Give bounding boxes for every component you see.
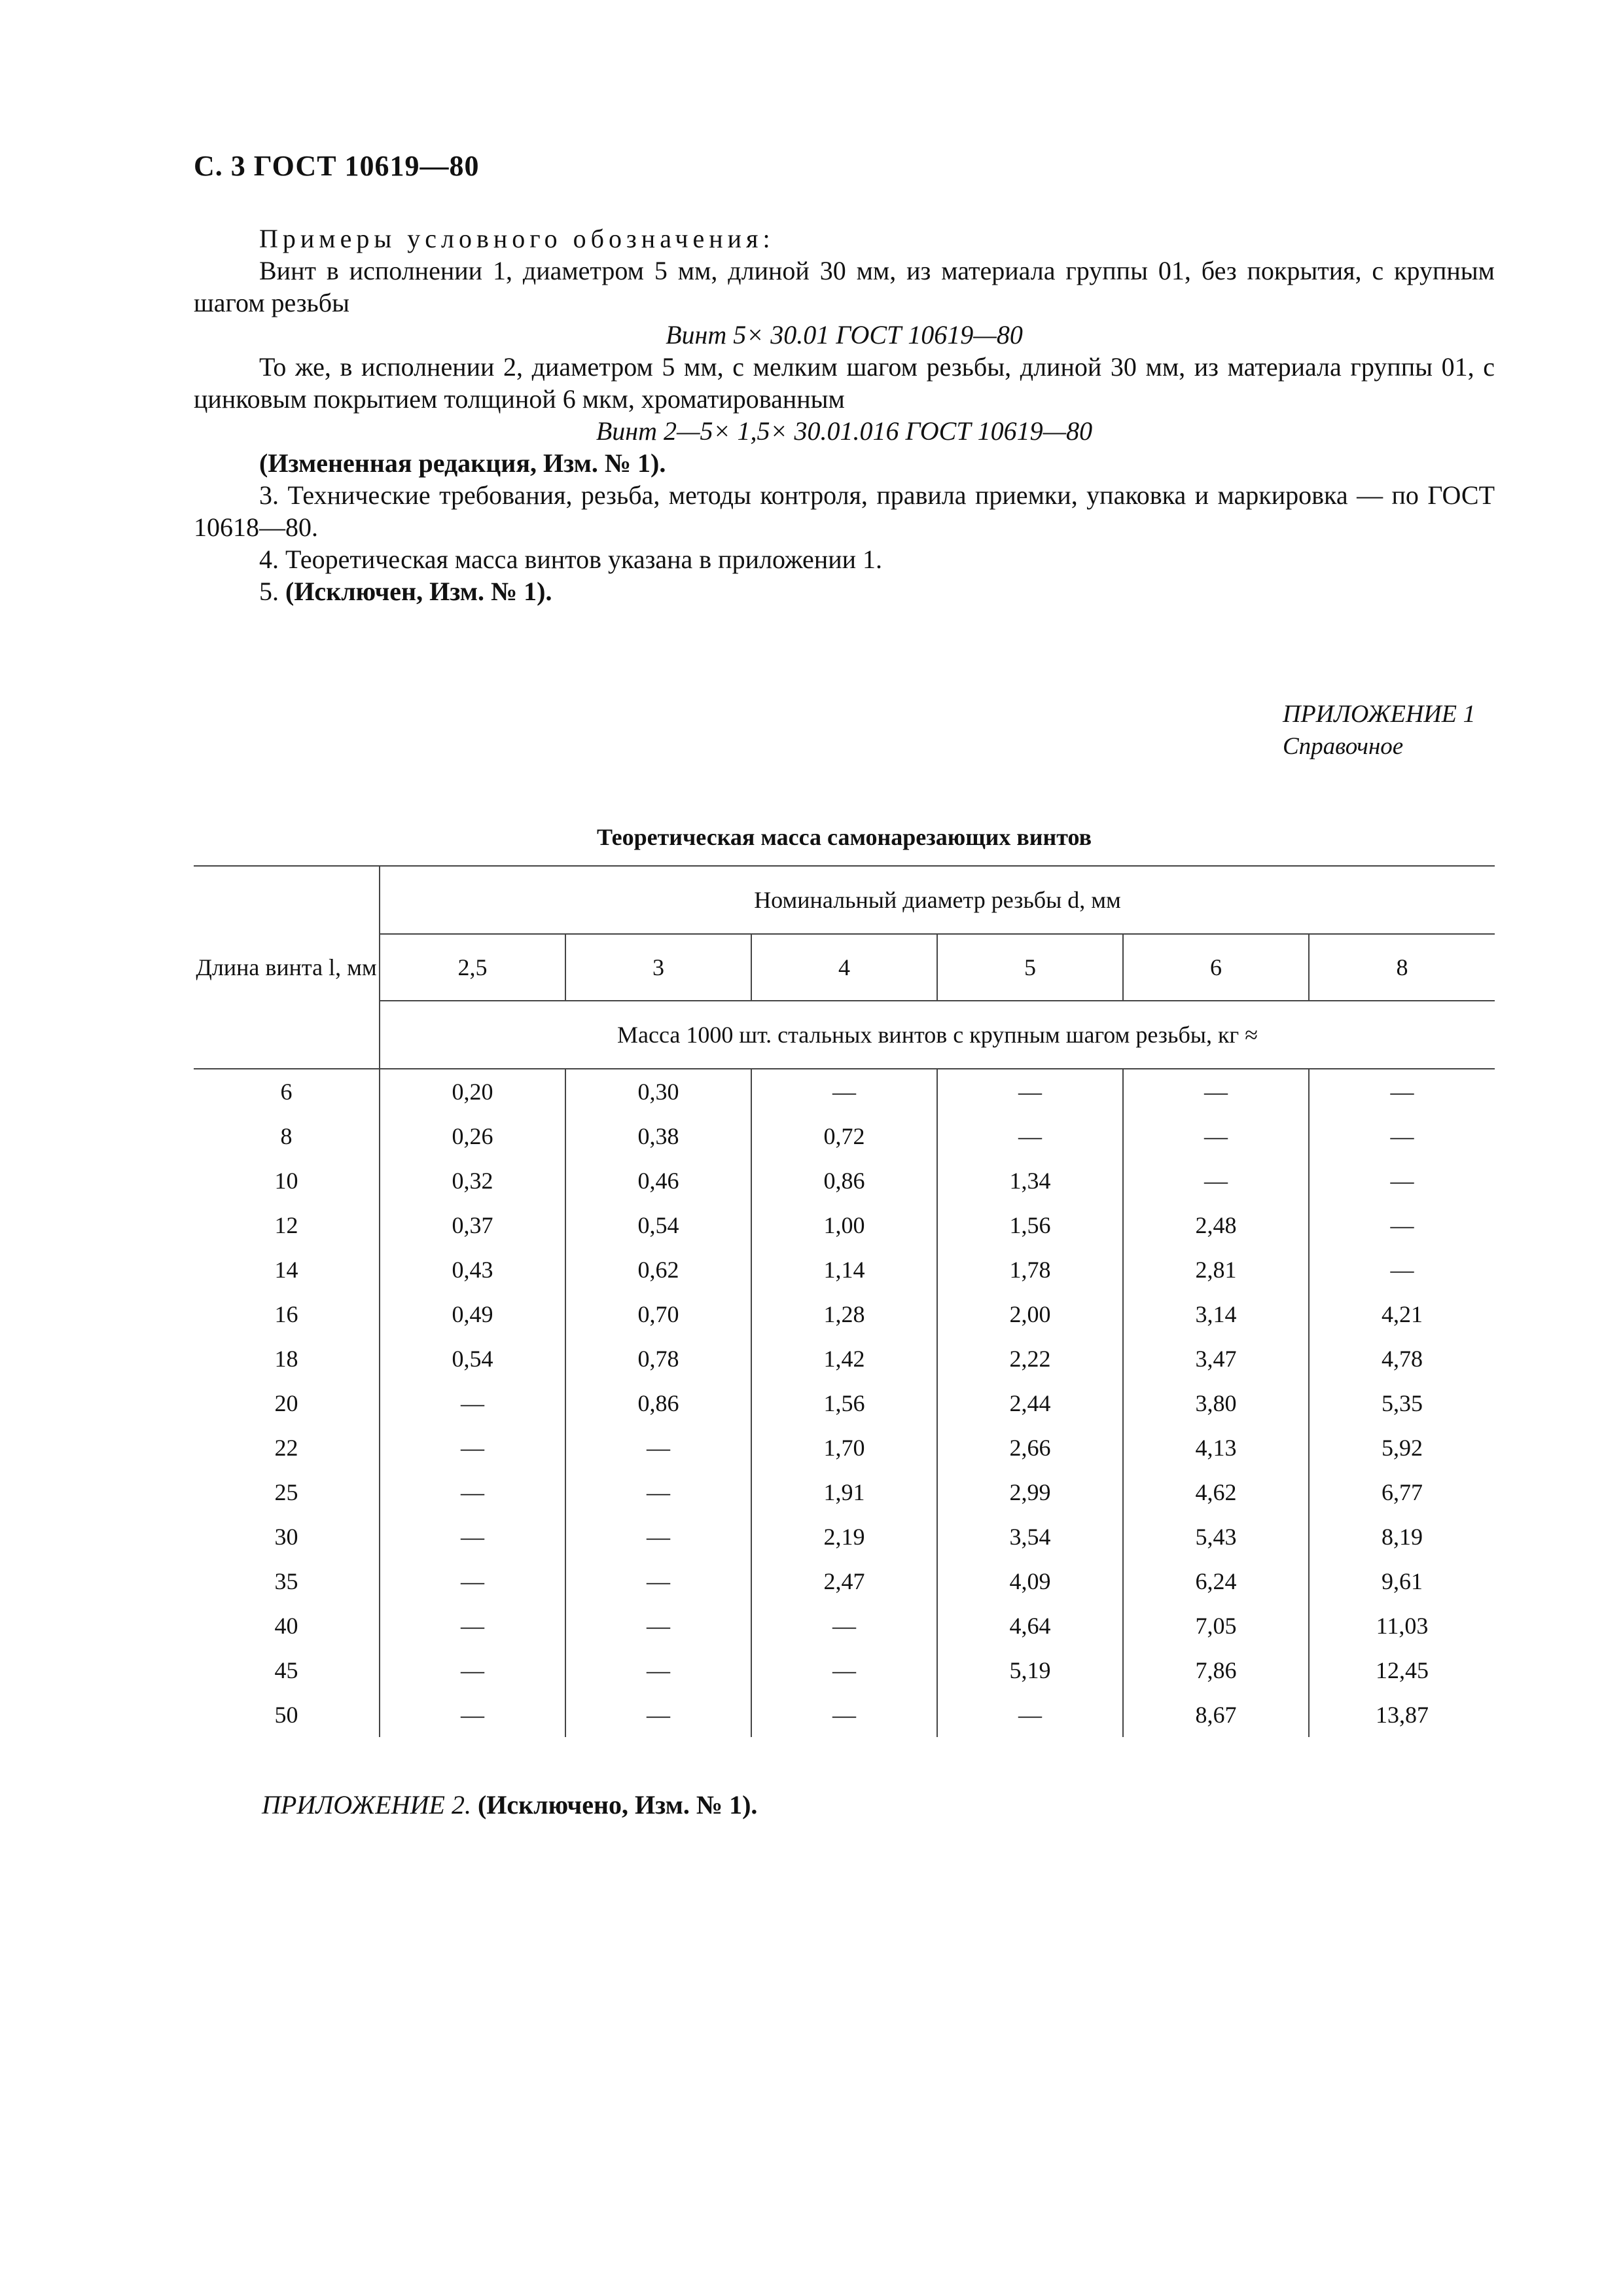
mass-cell: 5,19 [937,1648,1123,1693]
mass-cell: — [1309,1069,1495,1114]
mass-cell: 4,64 [937,1604,1123,1648]
mass-cell: — [1123,1158,1309,1203]
mass-cell: 4,21 [1309,1292,1495,1336]
mass-cell: — [751,1648,937,1693]
mass-cell: 1,78 [937,1247,1123,1292]
mass-cell: 0,32 [380,1158,565,1203]
mass-cell: 11,03 [1309,1604,1495,1648]
mass-cell: — [565,1693,751,1737]
mass-cell: — [380,1470,565,1515]
mass-header: Масса 1000 шт. стальных винтов с крупным шагом резьбы, кг ≈ [380,1001,1495,1069]
table-row [194,1381,1495,1426]
mass-cell: 1,91 [751,1470,937,1515]
table-row [194,1069,1495,1114]
mass-cell: — [751,1069,937,1114]
mass-cell: — [380,1604,565,1648]
mass-cell: 7,86 [1123,1648,1309,1693]
appendix-2-note [262,1789,757,1820]
mass-cell: 3,14 [1123,1292,1309,1336]
mass-cell: 7,05 [1123,1604,1309,1648]
mass-cell: 2,81 [1123,1247,1309,1292]
mass-cell: — [565,1470,751,1515]
appendix-1-title: ПРИЛОЖЕНИЕ 1 [1283,700,1476,728]
mass-cell: 0,49 [380,1292,565,1336]
mass-cell: — [565,1604,751,1648]
mass-cell: — [380,1559,565,1604]
mass-cell: 8,19 [1309,1515,1495,1559]
table-row [194,1203,1495,1247]
mass-cell: 0,54 [380,1336,565,1381]
mass-cell: 12,45 [1309,1648,1495,1693]
table-row [194,1336,1495,1381]
mass-cell: — [380,1381,565,1426]
length-cell: 50 [194,1693,380,1737]
example2-text: То же, в исполнении 2, диаметром 5 мм, с мелким шагом резьбы, длиной 30 мм, из материала группы 01, с цинковым покрытием толщиной 6 мкм, хроматированным [194,352,1495,414]
mass-cell: 4,62 [1123,1470,1309,1515]
diameter-value: 6 [1123,934,1309,1001]
mass-cell: 1,56 [751,1381,937,1426]
table-title: Теоретическая масса самонарезающих винтов [596,824,1092,850]
mass-table [194,865,1495,1737]
appendix-2-text: (Исключено, Изм. № 1). [477,1790,758,1820]
mass-cell: — [751,1604,937,1648]
mass-cell: 3,54 [937,1515,1123,1559]
table-row [194,1515,1495,1559]
table-row [194,1114,1495,1158]
item-3: 3. Технические требования, резьба, методы контроля, правила приемки, упаковка и маркировка — по ГОСТ 10618—80. [194,480,1495,542]
mass-cell: 0,86 [565,1381,751,1426]
body-text [194,223,1495,607]
length-cell: 8 [194,1114,380,1158]
mass-cell: 4,78 [1309,1336,1495,1381]
mass-cell: — [1123,1069,1309,1114]
mass-cell: — [565,1648,751,1693]
mass-cell: 0,70 [565,1292,751,1336]
mass-cell: 2,48 [1123,1203,1309,1247]
length-cell: 35 [194,1559,380,1604]
example1-designation: Винт 5× 30.01 ГОСТ 10619—80 [666,320,1023,350]
length-cell: 16 [194,1292,380,1336]
length-cell: 22 [194,1426,380,1470]
table-row [194,1470,1495,1515]
length-cell: 25 [194,1470,380,1515]
diameter-value: 4 [751,934,937,1001]
mass-cell: 1,28 [751,1292,937,1336]
mass-cell: — [565,1515,751,1559]
length-cell: 10 [194,1158,380,1203]
appendix-1-heading [1283,698,1475,763]
mass-cell: 0,78 [565,1336,751,1381]
mass-cell: — [565,1559,751,1604]
mass-cell: 0,37 [380,1203,565,1247]
length-cell: 6 [194,1069,380,1114]
mass-cell: — [380,1648,565,1693]
item-5 [194,575,1495,607]
mass-cell: — [565,1426,751,1470]
mass-cell: 0,86 [751,1158,937,1203]
mass-cell: 8,67 [1123,1693,1309,1737]
mass-cell: — [937,1114,1123,1158]
diameter-values-row [194,934,1495,1001]
table-row [194,1158,1495,1203]
mass-cell: 1,14 [751,1247,937,1292]
mass-cell: — [1309,1247,1495,1292]
mass-cell: — [1123,1114,1309,1158]
mass-cell: — [380,1693,565,1737]
mass-cell: — [380,1426,565,1470]
mass-cell: 0,72 [751,1114,937,1158]
example2-designation: Винт 2—5× 1,5× 30.01.016 ГОСТ 10619—80 [596,416,1093,446]
length-cell: 18 [194,1336,380,1381]
mass-cell: 6,24 [1123,1559,1309,1604]
length-cell: 12 [194,1203,380,1247]
mass-cell: 1,00 [751,1203,937,1247]
example1-text: Винт в исполнении 1, диаметром 5 мм, длиной 30 мм, из материала группы 01, без покрытия, с крупным шагом резьбы [194,256,1495,317]
diameter-value: 5 [937,934,1123,1001]
mass-cell: 3,80 [1123,1381,1309,1426]
mass-cell: 0,38 [565,1114,751,1158]
examples-heading: Примеры условного обозначения: [259,224,775,253]
mass-cell: — [937,1693,1123,1737]
table-row [194,1426,1495,1470]
length-cell: 45 [194,1648,380,1693]
mass-cell: 2,99 [937,1470,1123,1515]
appendix-2-label: ПРИЛОЖЕНИЕ 2. [262,1790,471,1820]
mass-cell: 0,20 [380,1069,565,1114]
mass-cell: 2,44 [937,1381,1123,1426]
table-row [194,1648,1495,1693]
mass-cell: 5,43 [1123,1515,1309,1559]
item-5-text: (Исключен, Изм. № 1). [285,577,552,606]
mass-cell: 2,47 [751,1559,937,1604]
length-cell: 20 [194,1381,380,1426]
length-header-text: Длина винта l, мм [196,954,377,980]
diameter-value: 2,5 [380,934,565,1001]
table-row [194,1693,1495,1737]
mass-cell: 9,61 [1309,1559,1495,1604]
mass-cell: 13,87 [1309,1693,1495,1737]
length-cell: 14 [194,1247,380,1292]
mass-cell: — [380,1515,565,1559]
mass-cell: — [937,1069,1123,1114]
item-5-number: 5. [259,577,279,606]
mass-cell: 0,43 [380,1247,565,1292]
mass-cell: 1,42 [751,1336,937,1381]
diameter-value: 8 [1309,934,1495,1001]
mass-cell: 2,19 [751,1515,937,1559]
mass-cell: — [751,1693,937,1737]
mass-cell: 2,22 [937,1336,1123,1381]
length-cell: 40 [194,1604,380,1648]
mass-cell: — [1309,1158,1495,1203]
page-header: С. 3 ГОСТ 10619—80 [194,150,480,182]
diameter-header: Номинальный диаметр резьбы d, мм [380,866,1495,934]
mass-cell: 1,70 [751,1426,937,1470]
mass-cell: 5,35 [1309,1381,1495,1426]
mass-cell: 0,62 [565,1247,751,1292]
mass-cell: 0,26 [380,1114,565,1158]
table-row [194,1604,1495,1648]
mass-table-body [194,1069,1495,1737]
mass-cell: — [1309,1203,1495,1247]
amendment-note: (Измененная редакция, Изм. № 1). [259,448,666,478]
mass-cell: 2,00 [937,1292,1123,1336]
diameter-value: 3 [565,934,751,1001]
mass-cell: 5,92 [1309,1426,1495,1470]
item-4: 4. Теоретическая масса винтов указана в приложении 1. [259,545,883,574]
table-row [194,1292,1495,1336]
mass-cell: — [1309,1114,1495,1158]
table-row [194,1247,1495,1292]
mass-cell: 6,77 [1309,1470,1495,1515]
mass-cell: 4,13 [1123,1426,1309,1470]
mass-cell: 0,30 [565,1069,751,1114]
mass-cell: 1,34 [937,1158,1123,1203]
length-column-header [194,866,380,1069]
mass-cell: 3,47 [1123,1336,1309,1381]
mass-cell: 2,66 [937,1426,1123,1470]
length-cell: 30 [194,1515,380,1559]
appendix-1-subtitle: Справочное [1283,733,1404,760]
mass-cell: 0,54 [565,1203,751,1247]
table-row [194,1559,1495,1604]
mass-cell: 0,46 [565,1158,751,1203]
mass-cell: 4,09 [937,1559,1123,1604]
mass-cell: 1,56 [937,1203,1123,1247]
